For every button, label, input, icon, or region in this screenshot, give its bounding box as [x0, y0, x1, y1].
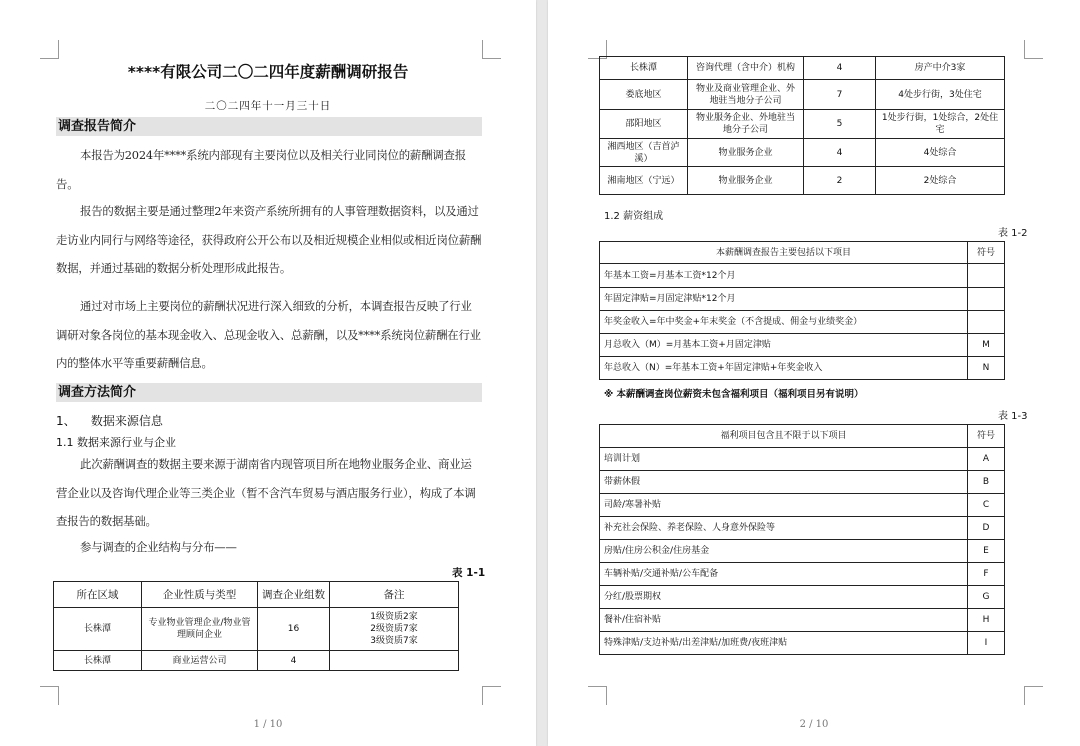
- table-cell: 4: [258, 651, 330, 671]
- table-cell: 娄底地区: [600, 80, 688, 110]
- section-heading-intro: 调查报告简介: [56, 117, 482, 136]
- table-cell: 车辆补贴/交通补贴/公车配备: [600, 563, 968, 586]
- table-cell: 2: [804, 167, 876, 195]
- table-cell: 带薪休假: [600, 471, 968, 494]
- table-cell: [968, 311, 1005, 334]
- table-header: 企业性质与类型: [142, 582, 258, 608]
- intro-paragraph-3: 通过对市场上主要岗位的薪酬状况进行深入细致的分析，本调查报告反映了行业调研对象各岗位的基本现金收入、总现金收入、总薪酬，以及****系统岗位薪酬在行业内的整体水平等重要薪酬信息。: [56, 299, 481, 371]
- table-cell: 4: [804, 57, 876, 80]
- table-cell: 物业服务企业: [688, 167, 804, 195]
- table-cell: 长株潭: [54, 651, 142, 671]
- table-cell: 补充社会保险、养老保险、人身意外保险等: [600, 517, 968, 540]
- subheading-salary-composition: 1.2 薪资组成: [604, 211, 664, 222]
- table-header: 备注: [330, 582, 459, 608]
- method-paragraph-1: 此次薪酬调查的数据主要来源于湖南省内现管项目所在地物业服务企业、商业运营企业以及咨询代理企业等三类企业（暂不含汽车贸易与酒店服务行业），构成了本调查报告的数据基础。: [56, 457, 476, 529]
- note-line: 1级资质2家: [370, 612, 418, 622]
- table-label-1-1: 表 1-1: [452, 567, 486, 579]
- table-row: [600, 80, 1005, 110]
- document-title: ****有限公司二〇二四年度薪酬调研报告: [127, 63, 409, 81]
- enterprise-table-continued: [599, 56, 1005, 195]
- crop-mark: [482, 40, 501, 59]
- crop-mark: [40, 686, 59, 705]
- table-cell: 物业及商业管理企业、外地驻当地分子公司: [688, 80, 804, 110]
- table-cell: 4处综合: [876, 139, 1005, 167]
- method-paragraph-2: 参与调查的企业结构与分布——: [80, 540, 237, 554]
- table-row: [600, 517, 1005, 540]
- table-cell: A: [968, 448, 1005, 471]
- table-cell: 湘西地区（吉首泸溪）: [600, 139, 688, 167]
- table-cell: 年基本工资=月基本工资*12个月: [600, 264, 968, 288]
- table-cell: 房贴/住房公积金/住房基金: [600, 540, 968, 563]
- table-cell: M: [968, 334, 1005, 357]
- section-heading-method: 调查方法简介: [56, 383, 482, 402]
- table-cell: 物业服务企业: [688, 139, 804, 167]
- table-row: [600, 540, 1005, 563]
- table-row: [600, 110, 1005, 139]
- table-cell: 专业物业管理企业/物业管理顾问企业: [142, 608, 258, 651]
- table-cell: 长株潭: [54, 608, 142, 651]
- table-cell: 5: [804, 110, 876, 139]
- table-cell: D: [968, 517, 1005, 540]
- table-row: [54, 608, 459, 651]
- note-line: 3级资质7家: [370, 636, 418, 646]
- table-cell: 1处步行街，1处综合，2处住宅: [876, 110, 1005, 139]
- table-cell: F: [968, 563, 1005, 586]
- table-cell: 7: [804, 80, 876, 110]
- table-row: [600, 334, 1005, 357]
- table-header-row: [600, 242, 1005, 264]
- table-cell: G: [968, 586, 1005, 609]
- table-cell: 16: [258, 608, 330, 651]
- document-page-1: [0, 0, 536, 746]
- note-line: 2级资质7家: [370, 624, 418, 634]
- table-cell: 4处步行街，3处住宅: [876, 80, 1005, 110]
- table-label-1-3: 表 1-3: [998, 411, 1028, 422]
- document-page-2: [548, 0, 1080, 746]
- crop-mark: [588, 686, 607, 705]
- table-cell: 年总收入（N）=年基本工资+年固定津贴+年奖金收入: [600, 357, 968, 380]
- crop-mark: [1024, 686, 1043, 705]
- table-cell: 湘南地区（宁远）: [600, 167, 688, 195]
- table-cell: B: [968, 471, 1005, 494]
- table-row: [600, 586, 1005, 609]
- table-header: 本薪酬调查报告主要包括以下项目: [600, 242, 968, 264]
- welfare-note: ※ 本薪酬调查岗位薪资未包含福利项目（福利项目另有说明）: [604, 389, 864, 400]
- table-cell: 长株潭: [600, 57, 688, 80]
- crop-mark: [1024, 40, 1043, 59]
- table-cell: 邵阳地区: [600, 110, 688, 139]
- salary-items-table-1-2: [599, 241, 1005, 380]
- table-cell: [330, 608, 459, 651]
- crop-mark: [482, 686, 501, 705]
- table-header: 所在区域: [54, 582, 142, 608]
- table-header: 符号: [968, 242, 1005, 264]
- table-row: [600, 57, 1005, 80]
- intro-paragraph-2: 报告的数据主要是通过整理2年来资产系统所拥有的人事管理数据资料，以及通过走访业内同行与网络等途径，获得政府公开公布以及相近规模企业相似或相近岗位薪酬数据，并通过基础的数据分析处理形成此报告。: [56, 204, 482, 276]
- table-cell: 司龄/寒暑补贴: [600, 494, 968, 517]
- page-number: 1 / 10: [253, 719, 283, 730]
- table-row: [600, 264, 1005, 288]
- table-cell: 特殊津贴/支边补贴/出差津贴/加班费/夜班津贴: [600, 632, 968, 655]
- table-row: [600, 471, 1005, 494]
- document-date: 二〇二四年十一月三十日: [204, 100, 332, 112]
- table-row: [600, 563, 1005, 586]
- table-row: [600, 288, 1005, 311]
- intro-paragraph-1: 本报告为2024年****系统内部现有主要岗位以及相关行业同岗位的薪酬调查报告。: [56, 148, 466, 191]
- table-cell: 商业运营公司: [142, 651, 258, 671]
- table-cell: 年奖金收入=年中奖金+年末奖金（不含提成、佣金与业绩奖金）: [600, 311, 968, 334]
- table-cell: H: [968, 609, 1005, 632]
- crop-mark: [40, 40, 59, 59]
- table-row: [54, 651, 459, 671]
- subheading-industry: 1.1 数据来源行业与企业: [56, 436, 176, 449]
- table-cell: E: [968, 540, 1005, 563]
- table-row: [600, 139, 1005, 167]
- table-cell: 2处综合: [876, 167, 1005, 195]
- table-row: [600, 167, 1005, 195]
- table-cell: 咨询代理（含中介）机构: [688, 57, 804, 80]
- table-cell: 餐补/住宿补贴: [600, 609, 968, 632]
- table-cell: 4: [804, 139, 876, 167]
- table-header: 符号: [968, 425, 1005, 448]
- table-cell: 物业服务企业、外地驻当地分子公司: [688, 110, 804, 139]
- table-cell: [968, 264, 1005, 288]
- table-header: 调查企业组数: [258, 582, 330, 608]
- table-row: [600, 609, 1005, 632]
- table-label-1-2: 表 1-2: [998, 228, 1028, 239]
- table-cell: N: [968, 357, 1005, 380]
- table-row: [600, 632, 1005, 655]
- subheading-data-source: 1、 数据来源信息: [56, 414, 163, 428]
- table-row: [600, 494, 1005, 517]
- table-cell: C: [968, 494, 1005, 517]
- table-header: 福利项目包含且不限于以下项目: [600, 425, 968, 448]
- table-cell: I: [968, 632, 1005, 655]
- table-header-row: [54, 582, 459, 608]
- table-header-row: [600, 425, 1005, 448]
- table-cell: 培训计划: [600, 448, 968, 471]
- enterprise-table-1-1: [53, 581, 459, 671]
- table-cell: 分红/股票期权: [600, 586, 968, 609]
- page-number: 2 / 10: [799, 719, 829, 730]
- welfare-items-table-1-3: [599, 424, 1005, 655]
- table-cell: 房产中介3家: [876, 57, 1005, 80]
- table-row: [600, 357, 1005, 380]
- table-row: [600, 311, 1005, 334]
- table-cell: [968, 288, 1005, 311]
- table-cell: 年固定津贴=月固定津贴*12个月: [600, 288, 968, 311]
- table-row: [600, 448, 1005, 471]
- table-cell: [330, 651, 459, 671]
- table-cell: 月总收入（M）=月基本工资+月固定津贴: [600, 334, 968, 357]
